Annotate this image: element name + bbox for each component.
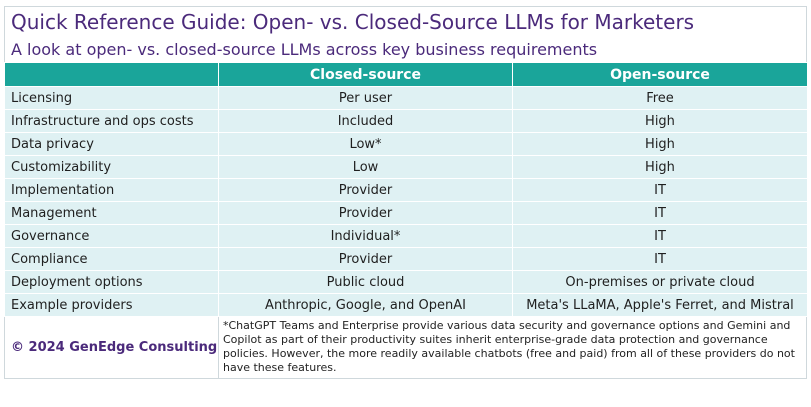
closed-source-value: Low bbox=[219, 156, 513, 179]
row-label: Customizability bbox=[5, 156, 219, 179]
header-cell-requirement bbox=[5, 63, 219, 87]
table-row bbox=[5, 179, 808, 202]
open-source-value: High bbox=[513, 133, 808, 156]
row-label: Management bbox=[5, 202, 219, 225]
table-row bbox=[5, 225, 808, 248]
row-label: Implementation bbox=[5, 179, 219, 202]
row-label: Licensing bbox=[5, 87, 219, 110]
closed-source-value: Provider bbox=[219, 179, 513, 202]
table-row bbox=[5, 156, 808, 179]
table-header-row bbox=[5, 63, 808, 87]
row-label: Data privacy bbox=[5, 133, 219, 156]
copyright-text: © 2024 GenEdge Consulting bbox=[5, 317, 219, 378]
open-source-value: High bbox=[513, 156, 808, 179]
table-row bbox=[5, 248, 808, 271]
open-source-value: High bbox=[513, 110, 808, 133]
row-label: Deployment options bbox=[5, 271, 219, 294]
table-row bbox=[5, 294, 808, 317]
footer bbox=[4, 317, 807, 379]
closed-source-value: Low* bbox=[219, 133, 513, 156]
table-row bbox=[5, 110, 808, 133]
comparison-table bbox=[4, 62, 808, 317]
table-row bbox=[5, 87, 808, 110]
open-source-value: IT bbox=[513, 225, 808, 248]
open-source-value: IT bbox=[513, 179, 808, 202]
open-source-value: IT bbox=[513, 248, 808, 271]
open-source-value: Meta's LLaMA, Apple's Ferret, and Mistral bbox=[513, 294, 808, 317]
closed-source-value: Included bbox=[219, 110, 513, 133]
row-label: Infrastructure and ops costs bbox=[5, 110, 219, 133]
table-row bbox=[5, 202, 808, 225]
table-row bbox=[5, 271, 808, 294]
header-cell-open-source: Open-source bbox=[513, 63, 808, 87]
page-title: Quick Reference Guide: Open- vs. Closed-Source LLMs for Marketers bbox=[4, 6, 807, 37]
closed-source-value: Public cloud bbox=[219, 271, 513, 294]
closed-source-value: Provider bbox=[219, 202, 513, 225]
closed-source-value: Anthropic, Google, and OpenAI bbox=[219, 294, 513, 317]
table-row bbox=[5, 133, 808, 156]
open-source-value: IT bbox=[513, 202, 808, 225]
header-cell-closed-source: Closed-source bbox=[219, 63, 513, 87]
page-subtitle: A look at open- vs. closed-source LLMs across key business requirements bbox=[4, 37, 807, 62]
closed-source-value: Provider bbox=[219, 248, 513, 271]
row-label: Governance bbox=[5, 225, 219, 248]
open-source-value: On-premises or private cloud bbox=[513, 271, 808, 294]
row-label: Compliance bbox=[5, 248, 219, 271]
row-label: Example providers bbox=[5, 294, 219, 317]
closed-source-value: Individual* bbox=[219, 225, 513, 248]
footnote-text: *ChatGPT Teams and Enterprise provide various data security and governance options and Gemini and Copilot as part of their productivity suites inherit enterprise-grade data protection and governance policies. However, the more readily available chatbots (free and paid) from all of these providers do not have these features. bbox=[223, 319, 795, 374]
quick-reference-guide bbox=[4, 6, 807, 379]
open-source-value: Free bbox=[513, 87, 808, 110]
closed-source-value: Per user bbox=[219, 87, 513, 110]
